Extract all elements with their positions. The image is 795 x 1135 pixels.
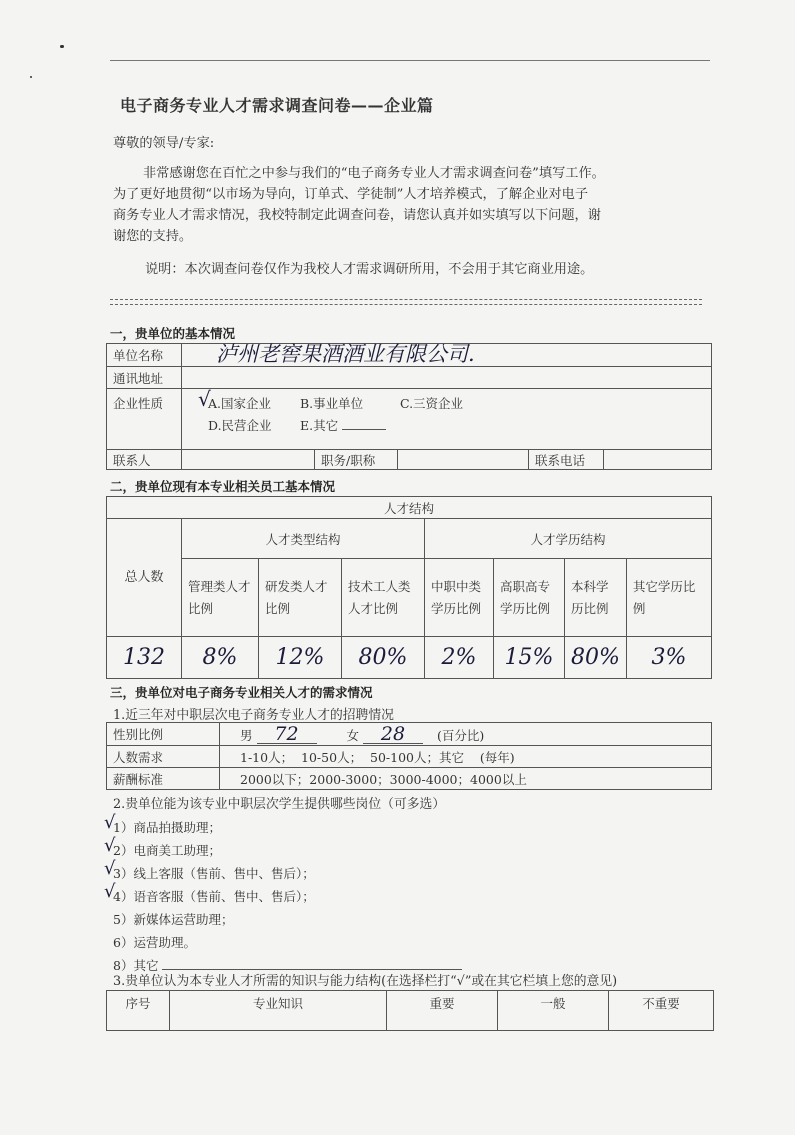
nature-check-mark: √ — [198, 387, 211, 411]
col-higher-vocational: 高职高专学历比例 — [494, 559, 565, 637]
bachelor-value[interactable]: 80% — [565, 637, 627, 679]
note: 说明：本次调查问卷仅作为我校人才需求调研所用，不会用于其它商业用途。 — [145, 262, 594, 277]
secondary-vocational-value[interactable]: 2% — [425, 637, 494, 679]
scan-speck — [30, 76, 32, 78]
unit-name-value: 泸州老窖果酒酒业有限公司. — [216, 342, 475, 366]
col-secondary-vocational: 中职中类学历比例 — [425, 559, 494, 637]
edu-header: 人才学历结构 — [425, 519, 712, 559]
total-label: 总人数 — [107, 519, 182, 637]
col-rnd: 研发类人才比例 — [259, 559, 342, 637]
position-item[interactable]: 3）线上客服（售前、售中、售后）； — [113, 866, 315, 881]
header-important: 重要 — [387, 991, 498, 1031]
header-knowledge: 专业知识 — [170, 991, 387, 1031]
intro-line: 为了更好地贯彻“以市场为导向，订单式、学徒制”人才培养模式，了解企业对电子 — [113, 187, 589, 202]
demand-options[interactable]: 1-10人； 10-50人； 50-100人；其它 (每年) — [220, 746, 712, 768]
contact-label: 联系人 — [107, 450, 182, 470]
knowledge-table — [106, 990, 714, 1031]
col-management: 管理类人才比例 — [182, 559, 259, 637]
position-other-label: 8）其它 — [113, 958, 159, 973]
technical-value[interactable]: 80% — [342, 637, 425, 679]
structure-header: 人才结构 — [107, 497, 712, 519]
nature-option-d[interactable]: D.民营企业 — [208, 418, 272, 433]
recruitment-table — [106, 722, 712, 790]
nature-option-b[interactable]: B.事业单位 — [299, 396, 364, 411]
intro-line: 商务专业人才需求情况，我校特制定此调查问卷，请您认真并如实填写以下问题，谢 — [113, 208, 601, 223]
intro-line: 谢您的支持。 — [113, 229, 193, 244]
other-edu-value[interactable]: 3% — [626, 637, 711, 679]
female-label: 女 — [346, 727, 359, 743]
position-label: 职务/职称 — [315, 450, 398, 470]
rnd-value[interactable]: 12% — [259, 637, 342, 679]
percent-note: (百分比) — [436, 727, 485, 743]
phone-cell[interactable] — [604, 450, 712, 470]
staff-structure-table — [106, 496, 712, 679]
position-cell[interactable] — [398, 450, 529, 470]
male-label: 男 — [240, 727, 253, 743]
col-technical: 技术工人类人才比例 — [342, 559, 425, 637]
section2-heading: 二，贵单位现有本专业相关员工基本情况 — [110, 479, 336, 494]
address-label: 通讯地址 — [107, 367, 182, 389]
unit-name-label: 单位名称 — [107, 344, 182, 367]
higher-vocational-value[interactable]: 15% — [494, 637, 565, 679]
salary-label: 薪酬标准 — [107, 768, 220, 790]
intro-paragraph — [113, 163, 713, 247]
position-item[interactable]: 2）电商美工助理； — [113, 843, 221, 858]
salary-options[interactable]: 2000以下；2000-3000；3000-4000；4000以上 — [220, 768, 712, 790]
section3-heading: 三，贵单位对电子商务专业相关人才的需求情况 — [110, 685, 373, 700]
greeting: 尊敬的领导/专家: — [113, 136, 215, 151]
check-mark-4: √ — [104, 881, 116, 902]
address-cell[interactable] — [182, 367, 712, 389]
position-item[interactable]: 4）语音客服（售前、售中、售后）； — [113, 889, 315, 904]
male-value[interactable]: 72 — [257, 725, 317, 744]
col-bachelor: 本科学历比例 — [565, 559, 627, 637]
dashed-divider — [110, 299, 702, 300]
col-other-edu: 其它学历比例 — [626, 559, 711, 637]
nature-option-e[interactable]: E.其它 — [299, 418, 339, 433]
gender-label: 性别比例 — [107, 723, 220, 746]
check-mark-2: √ — [104, 835, 116, 856]
nature-option-a[interactable]: A.国家企业 — [208, 396, 272, 411]
contact-cell[interactable] — [182, 450, 315, 470]
section1-heading: 一，贵单位的基本情况 — [110, 326, 236, 341]
intro-line: 非常感谢您在百忙之中参与我们的“电子商务专业人才需求调查问卷”填写工作。 — [143, 166, 605, 181]
question-2: 2.贵单位能为该专业中职层次学生提供哪些岗位（可多选） — [113, 797, 446, 812]
type-header: 人才类型结构 — [182, 519, 425, 559]
position-item[interactable]: 1）商品拍摄助理； — [113, 820, 221, 835]
total-value[interactable]: 132 — [107, 637, 182, 679]
female-value[interactable]: 28 — [363, 725, 423, 744]
header-normal: 一般 — [498, 991, 609, 1031]
nature-options-cell[interactable] — [182, 389, 712, 450]
header-not-important: 不重要 — [609, 991, 714, 1031]
header-seq: 序号 — [107, 991, 170, 1031]
check-mark-1: √ — [104, 812, 116, 833]
check-mark-3: √ — [104, 858, 116, 879]
management-value[interactable]: 8% — [182, 637, 259, 679]
position-item[interactable]: 6）运营助理。 — [113, 935, 196, 950]
dashed-divider — [110, 304, 702, 305]
basic-info-table — [106, 343, 712, 470]
scan-speck — [60, 45, 64, 48]
question-1: 1.近三年对中职层次电子商务专业人才的招聘情况 — [113, 708, 394, 723]
demand-label: 人数需求 — [107, 746, 220, 768]
page-title: 电子商务专业人才需求调查问卷——企业篇 — [120, 96, 434, 115]
nature-option-c[interactable]: C.三资企业 — [399, 396, 464, 411]
positions-list — [113, 816, 462, 977]
phone-label: 联系电话 — [529, 450, 604, 470]
unit-name-cell[interactable] — [182, 344, 712, 367]
top-rule — [110, 60, 710, 61]
gender-cell[interactable] — [220, 723, 712, 746]
question-3: 3.贵单位认为本专业人才所需的知识与能力结构(在选择栏打“√”或在其它栏填上您的意见) — [113, 974, 618, 989]
position-item[interactable]: 5）新媒体运营助理； — [113, 912, 234, 927]
nature-label: 企业性质 — [107, 389, 182, 450]
other-blank[interactable] — [342, 429, 386, 430]
